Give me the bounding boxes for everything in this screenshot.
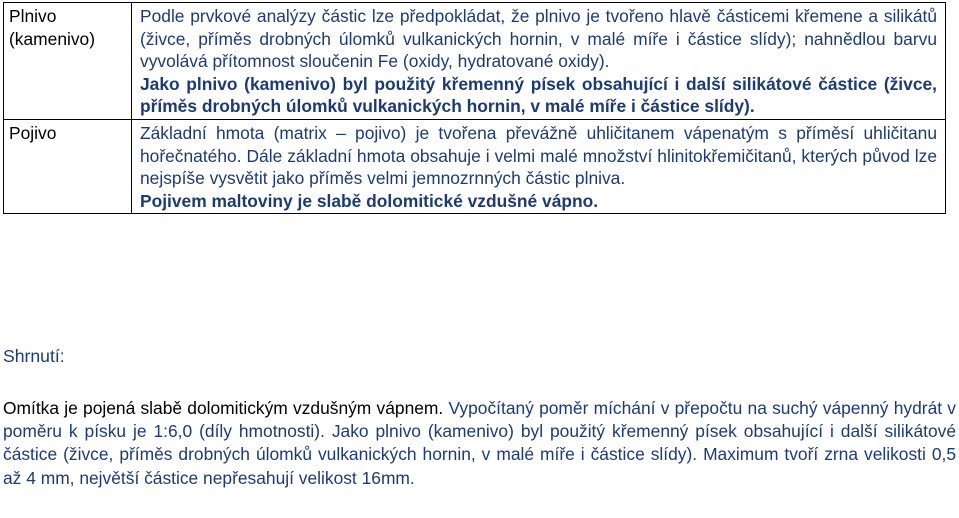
table-row-pojivo bbox=[4, 119, 946, 213]
row-label-cell bbox=[4, 3, 132, 120]
summary-heading: Shrnutí: bbox=[3, 346, 65, 366]
analysis-table bbox=[3, 2, 946, 214]
summary-text-grain-size: Maximum tvoří zrna velikosti 0,5 až 4 mm, největší částice nepřesahují velikost 16mm. bbox=[3, 444, 956, 488]
plnivo-conclusion-paragraph: Jako plnivo (kamenivo) byl použitý křemenný písek obsahující i další silikátové částice (živce, příměs drobných úlomků vulkanických hornin, v malé míře i částice slídy). bbox=[140, 73, 937, 117]
row-label-pojivo: Pojivo bbox=[9, 122, 57, 143]
row-label-plnivo: Plnivo (kamenivo) bbox=[9, 6, 96, 49]
summary-text-ratio: Vypočítaný poměr míchání v přepočtu na suchý vápenný hydrát v poměru k písku je 1:6,0 (díly hmotnosti). bbox=[3, 398, 956, 442]
row-content-cell bbox=[132, 3, 946, 120]
row-content-cell bbox=[132, 119, 946, 213]
summary-text-binder: Omítka je pojená slabě dolomitickým vzdušným vápnem. bbox=[3, 398, 449, 418]
pojivo-analysis-paragraph: Základní hmota (matrix – pojivo) je tvořena převážně uhličitanem vápenatým s příměsí uhličitanu hořečnatého. Dále základní hmota obsahuje i velmi malé množství hlinitokřemičitanů, kterých původ lze nejspíše vysvětit jako příměs velmi jemnozrnných částic plniva. bbox=[140, 122, 937, 189]
plnivo-analysis-paragraph: Podle prvkové analýzy částic lze předpokládat, že plnivo je tvořeno hlavě částicemi křemene a silikátů (živce, příměs drobných úlomků vulkanických hornin, v malé míře i částice slídy); nahnědlou barvu vyvolává přítomnost sloučenin Fe (oxidy, hydratované oxidy). bbox=[140, 6, 937, 72]
summary-text-filler: Jako plnivo (kamenivo) byl použitý křemenný písek obsahující i další silikátové částice (živce, příměs drobných úlomků vulkanických hornin, v malé míře i částice slídy). bbox=[3, 421, 956, 465]
summary-paragraph bbox=[3, 397, 956, 490]
row-label-cell bbox=[4, 119, 132, 213]
table-row-plnivo bbox=[4, 3, 946, 120]
pojivo-conclusion-paragraph: Pojivem maltoviny je slabě dolomitické vzdušné vápno. bbox=[140, 190, 599, 211]
